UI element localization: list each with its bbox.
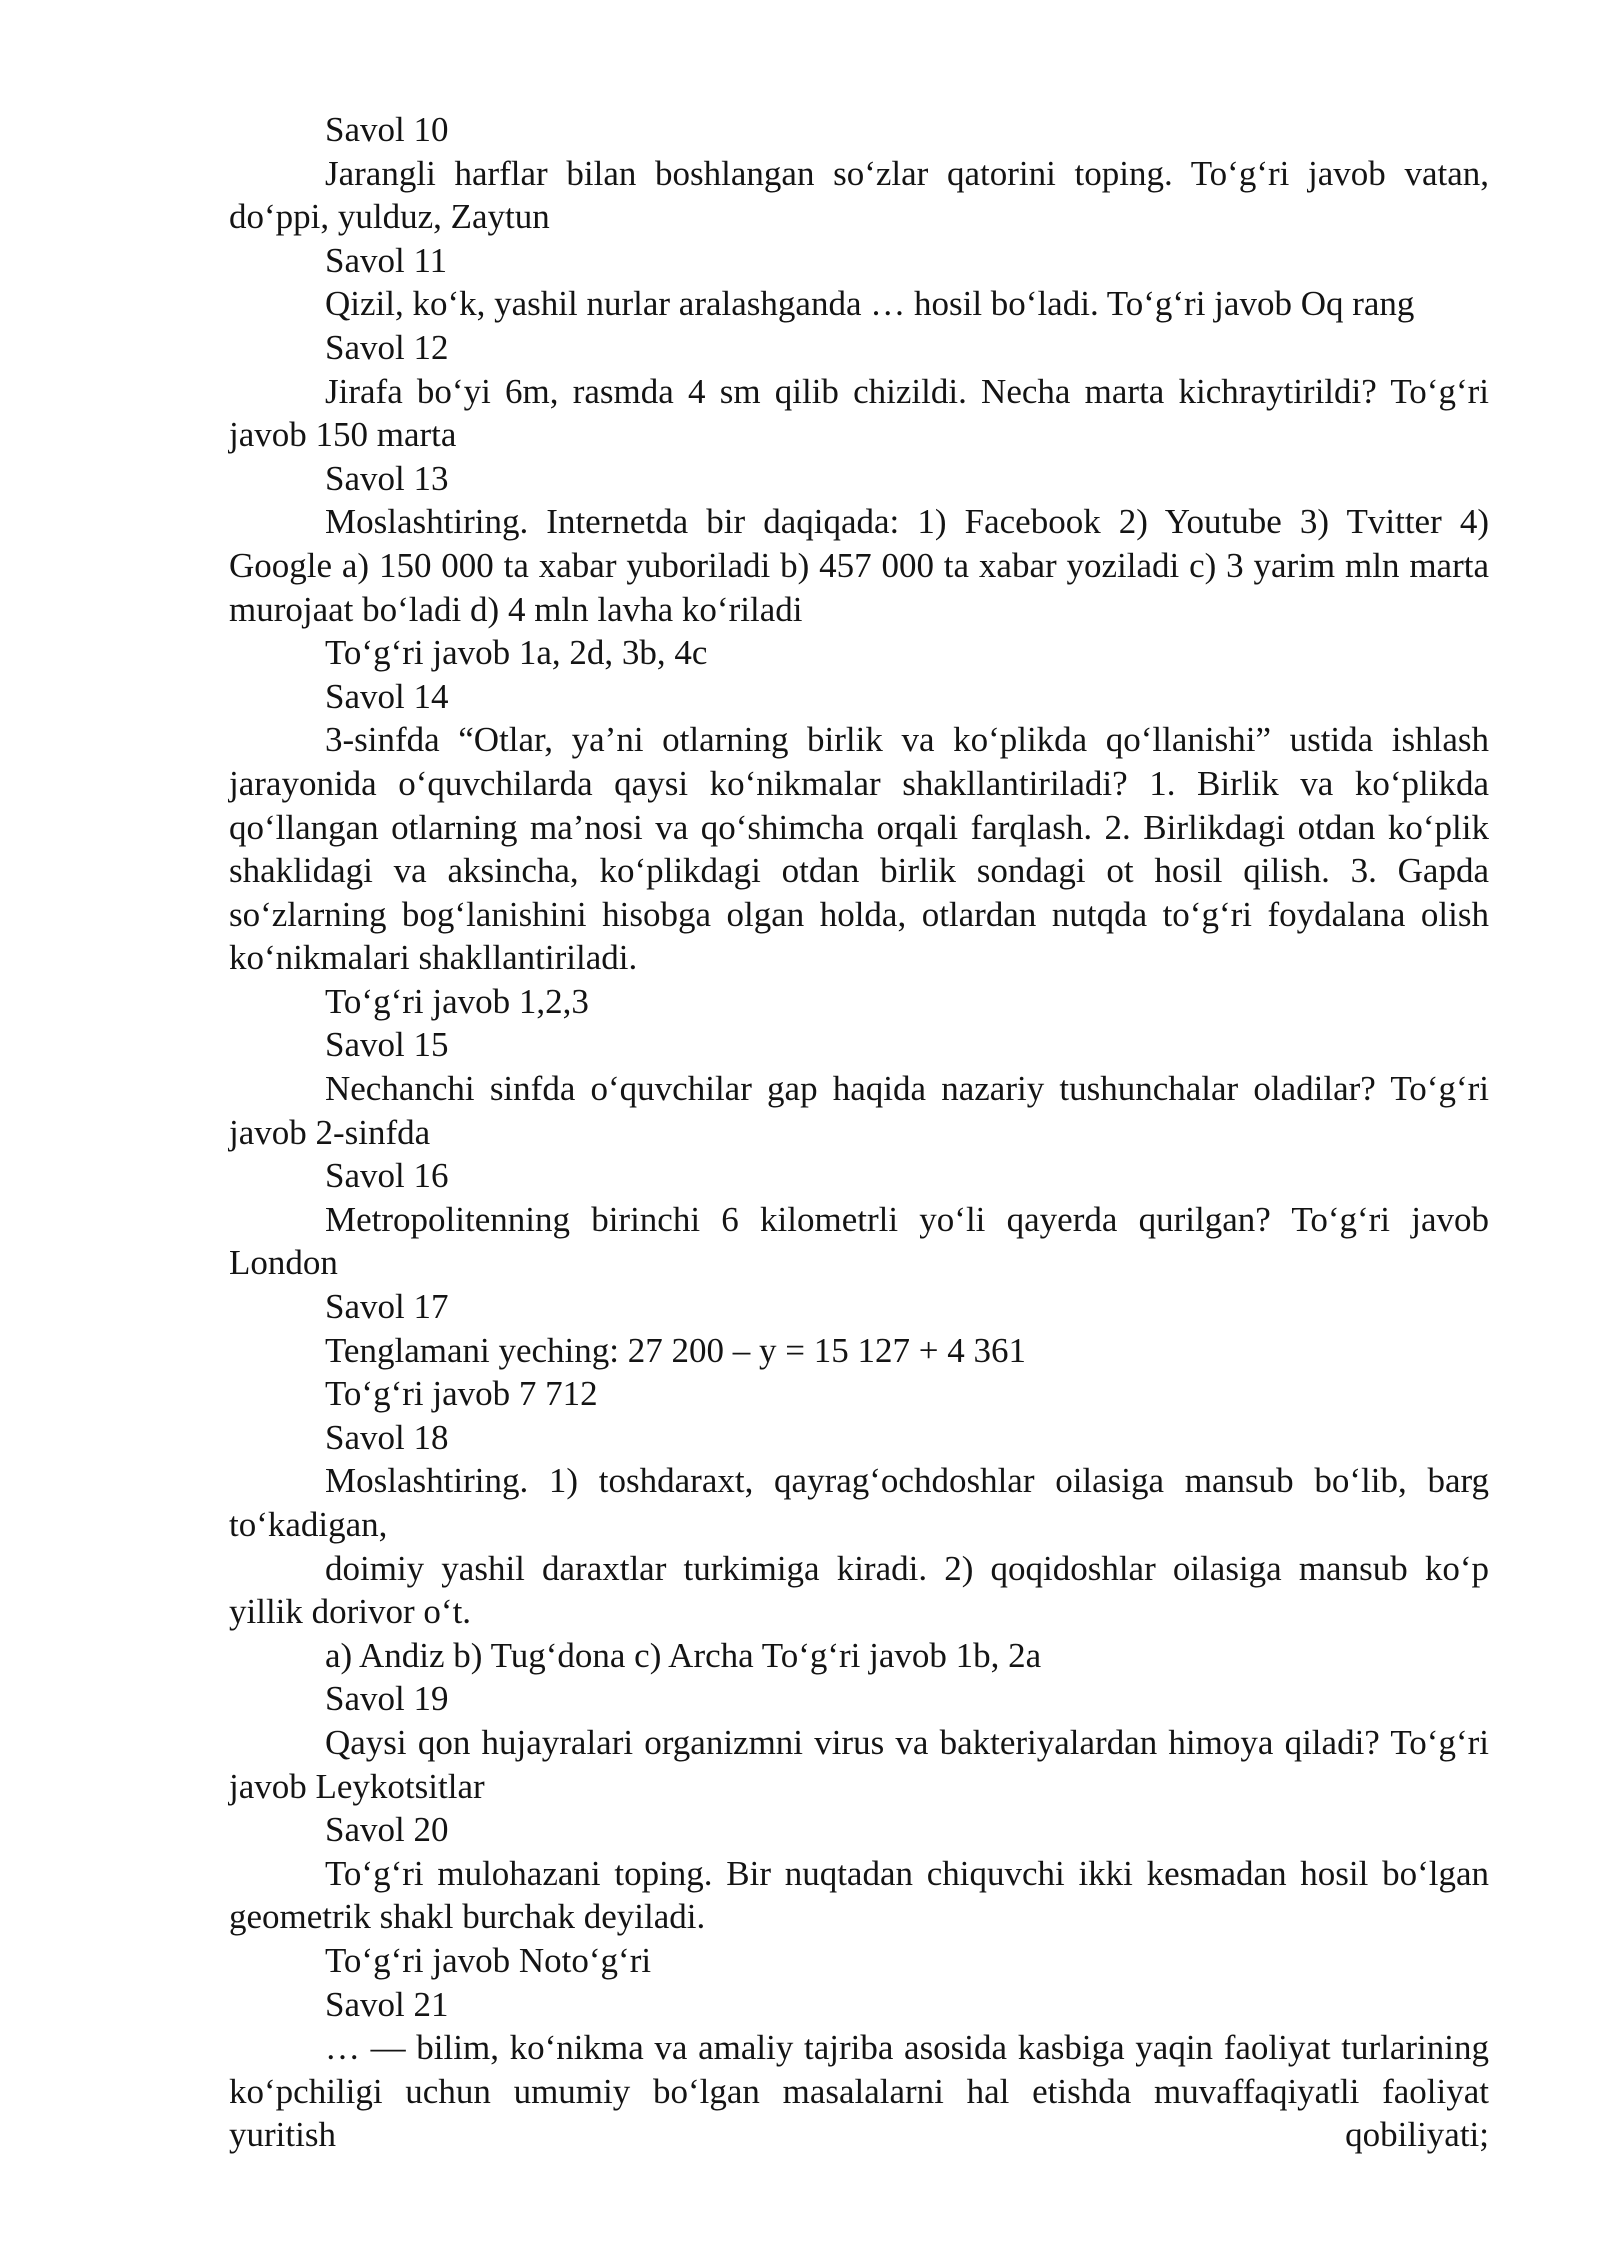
question-text: Jirafa bo‘yi 6m, rasmda 4 sm qilib chizildi. Necha marta kichraytirildi? To‘g‘ri javob 150 marta — [229, 371, 1489, 455]
answer-text: To‘g‘ri javob 1a, 2d, 3b, 4c — [325, 633, 708, 673]
answer-text: To‘g‘ri javob Noto‘g‘ri — [325, 1940, 652, 1980]
question-heading: Savol 16 — [325, 1156, 449, 1196]
question-heading: Savol 12 — [325, 327, 449, 367]
question-heading: Savol 13 — [325, 458, 449, 498]
question-text: Qaysi qon hujayralari organizmni virus va bakteriyalardan himoya qiladi? To‘g‘ri javob Leykotsitlar — [229, 1722, 1489, 1806]
question-text: To‘g‘ri mulohazani toping. Bir nuqtadan chiquvchi ikki kesmadan hosil bo‘lgan geometrik shakl burchak deyiladi. — [229, 1853, 1489, 1937]
question-heading: Savol 19 — [325, 1679, 449, 1719]
question-text: Nechanchi sinfda o‘quvchilar gap haqida nazariy tushunchalar oladilar? To‘g‘ri javob 2-sinfda — [229, 1069, 1489, 1152]
question-heading: Savol 17 — [325, 1287, 449, 1327]
question-text: … — bilim, ko‘nikma va amaliy tajriba asosida kasbiga yaqin faoliyat turlarining ko‘pchiligi uchun umumiy bo‘lgan masalalarni hal etishda muvaffaqiyatli faoliyat yuritish qobiliyati; — [229, 2028, 1489, 2155]
question-text: 3-sinfda “Otlar, ya’ni otlarning birlik va ko‘plikda qo‘llanishi” ustida ishlash jarayonida o‘quvchilarda qaysi ko‘nikmalar shakllantiriladi? 1. Birlik va ko‘plikda qo‘llangan otlarning ma’nosi va qo‘shimcha orqali farqlash. 2. Birlikdagi otdan ko‘plik shaklidagi va aksincha, ko‘plikdagi otdan birlik sondagi ot hosil qilish. 3. Gapda so‘zlarning bog‘lanishini hisobga olgan holda, otlardan nutqda to‘g‘ri foydalana olish ko‘nikmalari shakllantiriladi. — [229, 720, 1489, 978]
question-text: Metropolitenning birinchi 6 kilometrli yo‘li qayerda qurilgan? To‘g‘ri javob London — [229, 1199, 1489, 1283]
question-heading: Savol 10 — [325, 110, 449, 149]
question-heading: Savol 20 — [325, 1810, 449, 1850]
question-text: Qizil, ko‘k, yashil nurlar aralashganda … hosil bo‘ladi. To‘g‘ri javob Oq rang — [325, 284, 1415, 324]
question-heading: Savol 21 — [325, 1984, 449, 2024]
answer-text: a) Andiz b) Tug‘dona c) Archa To‘g‘ri javob 1b, 2a — [325, 1635, 1042, 1675]
question-heading: Savol 14 — [325, 676, 449, 716]
answer-text: To‘g‘ri javob 1,2,3 — [325, 981, 589, 1021]
question-heading: Savol 11 — [325, 240, 448, 280]
question-text: Moslashtiring. Internetda bir daqiqada: 1) Facebook 2) Youtube 3) Tvitter 4) Google a) 150 000 ta xabar yuboriladi b) 457 000 ta xabar yoziladi c) 3 yarim mln marta murojaat bo‘ladi d) 4 mln lavha ko‘riladi — [229, 502, 1489, 629]
question-text: doimiy yashil daraxtlar turkimiga kiradi. 2) qoqidoshlar oilasiga mansub ko‘p yillik dorivor o‘t. — [229, 1548, 1489, 1632]
question-text: Jarangli harflar bilan boshlangan so‘zlar qatorini toping. To‘g‘ri javob vatan, do‘ppi, yulduz, Zaytun — [229, 153, 1489, 237]
question-heading: Savol 15 — [325, 1025, 449, 1065]
answer-text: To‘g‘ri javob 7 712 — [325, 1374, 598, 1414]
question-text: Moslashtiring. 1) toshdaraxt, qayrag‘ochdoshlar oilasiga mansub bo‘lib, barg to‘kadigan, — [229, 1461, 1489, 1544]
question-heading: Savol 18 — [325, 1417, 449, 1457]
document-page — [229, 108, 1489, 2157]
question-text: Tenglamani yeching: 27 200 – y = 15 127 + 4 361 — [325, 1330, 1026, 1370]
